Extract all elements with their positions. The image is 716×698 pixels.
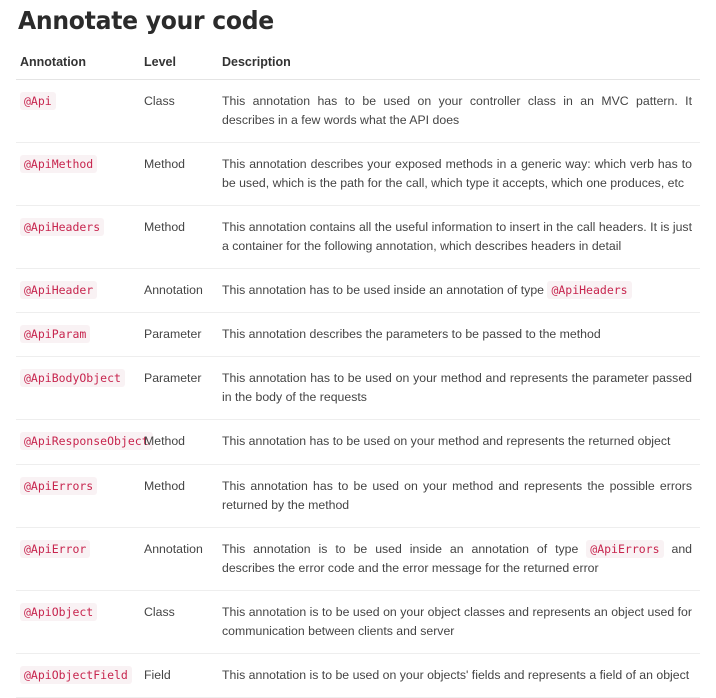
cell-description: This annotation describes your exposed methods in a generic way: which verb has to be used, which is the path for the call, which type it accepts, which one produces, etc bbox=[218, 143, 700, 206]
cell-annotation bbox=[16, 206, 140, 269]
page-title: Annotate your code bbox=[18, 6, 274, 35]
cell-annotation bbox=[16, 143, 140, 206]
cell-annotation bbox=[16, 420, 149, 464]
annotation-tag: @ApiParam bbox=[20, 325, 90, 343]
table-row bbox=[16, 80, 700, 143]
table-row bbox=[16, 464, 700, 527]
cell-annotation bbox=[16, 653, 140, 697]
cell-description: This annotation has to be used on your method and represents the parameter passed in the body of the requests bbox=[218, 357, 700, 420]
cell-level: Parameter bbox=[140, 357, 218, 420]
description-text-before: This annotation has to be used inside an annotation of type bbox=[222, 283, 545, 298]
table-header bbox=[16, 49, 700, 80]
table-row bbox=[16, 313, 700, 357]
cell-annotation bbox=[16, 269, 140, 313]
cell-description: This annotation has to be used on your method and represents the possible errors returned by the method bbox=[218, 464, 700, 527]
cell-level: Annotation bbox=[140, 269, 218, 313]
cell-annotation bbox=[16, 590, 140, 653]
cell-level: Method bbox=[140, 206, 218, 269]
annotation-tag: @ApiResponseObject bbox=[20, 432, 153, 450]
cell-description: This annotation describes the parameters to be passed to the method bbox=[218, 313, 700, 357]
cell-level: Method bbox=[140, 420, 218, 464]
annotation-tag: @ApiBodyObject bbox=[20, 369, 125, 387]
annotation-tag: @Api bbox=[20, 92, 56, 110]
column-header-level: Level bbox=[140, 49, 218, 80]
cell-description: This annotation is to be used on your object classes and represents an object used for communication between clients and server bbox=[218, 590, 700, 653]
annotation-tag: @ApiError bbox=[20, 540, 90, 558]
cell-description bbox=[218, 269, 700, 313]
cell-description: This annotation has to be used on your method and represents the returned object bbox=[218, 420, 700, 464]
cell-annotation bbox=[16, 313, 140, 357]
table-row bbox=[16, 653, 700, 697]
cell-description: This annotation is to be used on your objects' fields and represents a field of an object bbox=[218, 653, 700, 697]
cell-description: This annotation has to be used on your controller class in an MVC pattern. It describes in a few words what the API does bbox=[218, 80, 700, 143]
table-row bbox=[16, 143, 700, 206]
column-header-description: Description bbox=[218, 49, 700, 80]
cell-description bbox=[218, 527, 700, 590]
annotation-tag: @ApiHeaders bbox=[20, 218, 104, 236]
cell-level: Method bbox=[140, 464, 218, 527]
cell-annotation bbox=[16, 527, 140, 590]
table-row bbox=[16, 590, 700, 653]
table-header-row bbox=[16, 49, 700, 80]
description-inline-code: @ApiHeaders bbox=[547, 281, 631, 299]
cell-level: Class bbox=[140, 80, 218, 143]
table-row bbox=[16, 357, 700, 420]
document-page bbox=[0, 6, 716, 698]
description-inline-code: @ApiErrors bbox=[586, 540, 663, 558]
cell-annotation bbox=[16, 80, 140, 143]
table-row bbox=[16, 206, 700, 269]
cell-level: Class bbox=[140, 590, 218, 653]
table-row bbox=[16, 527, 700, 590]
annotation-tag: @ApiHeader bbox=[20, 281, 97, 299]
description-text-after: and describes the error code and the error message for the returned error bbox=[222, 541, 693, 575]
cell-annotation bbox=[16, 464, 140, 527]
annotation-tag: @ApiObjectField bbox=[20, 666, 132, 684]
cell-level: Annotation bbox=[140, 527, 218, 590]
table-body bbox=[16, 80, 700, 698]
annotation-tag: @ApiObject bbox=[20, 603, 97, 621]
description-text-before: This annotation is to be used inside an annotation of type bbox=[222, 541, 579, 556]
table-row bbox=[16, 420, 700, 464]
cell-annotation bbox=[16, 357, 140, 420]
column-header-annotation: Annotation bbox=[16, 49, 140, 80]
table-row bbox=[16, 269, 700, 313]
annotation-tag: @ApiMethod bbox=[20, 155, 97, 173]
cell-level: Parameter bbox=[140, 313, 218, 357]
cell-level: Field bbox=[140, 653, 218, 697]
cell-description: This annotation contains all the useful information to insert in the call headers. It is just a container for the following annotation, which describes headers in detail bbox=[218, 206, 700, 269]
annotations-table bbox=[16, 49, 700, 698]
cell-level: Method bbox=[140, 143, 218, 206]
annotation-tag: @ApiErrors bbox=[20, 477, 97, 495]
